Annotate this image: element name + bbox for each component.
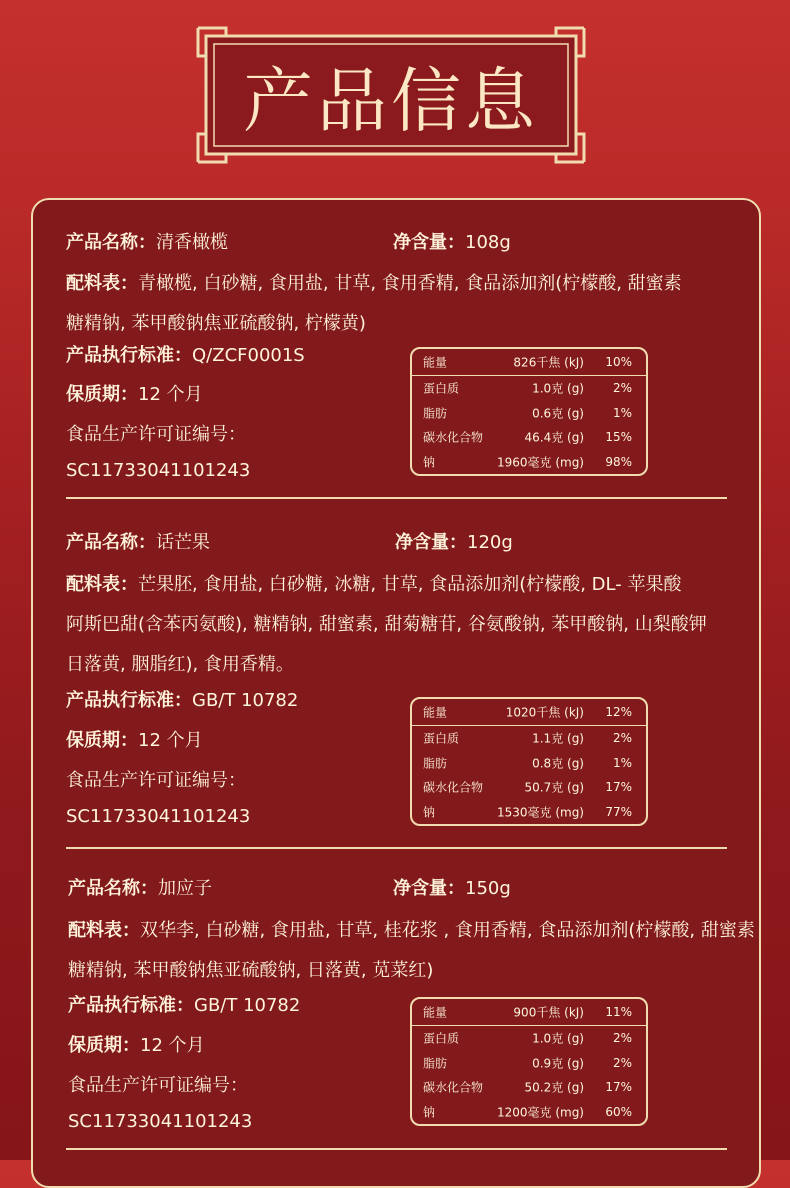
nutrition-row bbox=[412, 775, 646, 800]
nutrient-nrv: 11% bbox=[605, 1005, 632, 1019]
nutrient-nrv: 10% bbox=[605, 355, 632, 369]
license-number: SC11733041101243 bbox=[66, 460, 251, 481]
nutrient-amount: 0.6克 (g) bbox=[532, 406, 584, 421]
shelf-life-row bbox=[66, 380, 203, 406]
nutrition-row bbox=[412, 726, 646, 751]
shelf-life-label: 保质期： bbox=[66, 730, 138, 751]
nutrition-row bbox=[412, 751, 646, 776]
nutrition-row bbox=[412, 450, 646, 475]
section-divider bbox=[66, 1148, 727, 1150]
nutrient-nrv: 17% bbox=[605, 1080, 632, 1095]
ingredients-continued: 糖精钠, 苯甲酸钠焦亚硫酸钠, 柠檬黄) bbox=[66, 313, 366, 334]
nutrition-row bbox=[412, 1075, 646, 1100]
nutrient-name: 碳水化合物 bbox=[423, 780, 484, 795]
license-label: 食品生产许可证编号： bbox=[66, 770, 246, 791]
nutrition-table bbox=[410, 347, 648, 476]
nutrient-name: 钠 bbox=[423, 805, 436, 820]
ingredients-row bbox=[68, 916, 755, 942]
shelf-life-label: 保质期： bbox=[66, 384, 138, 405]
net-content-label: 净含量： bbox=[393, 878, 465, 899]
ingredients-continued: 糖精钠, 苯甲酸钠焦亚硫酸钠, 日落黄, 苋菜红) bbox=[68, 960, 434, 981]
nutrient-nrv: 17% bbox=[605, 780, 632, 795]
nutrient-name: 脂肪 bbox=[423, 756, 448, 771]
nutrient-amount: 46.4克 (g) bbox=[524, 430, 584, 445]
shelf-life-row bbox=[66, 726, 203, 752]
nutrient-nrv: 2% bbox=[612, 1055, 632, 1070]
ingredients-label: 配料表： bbox=[68, 920, 140, 941]
product-name-row bbox=[66, 228, 228, 254]
nutrient-nrv: 1% bbox=[612, 755, 632, 770]
nutrient-amount: 50.7克 (g) bbox=[524, 780, 584, 795]
standard-row bbox=[68, 991, 300, 1017]
product-name-label: 产品名称： bbox=[66, 532, 156, 553]
nutrition-row bbox=[412, 376, 646, 401]
net-content: 108g bbox=[465, 232, 511, 253]
nutrient-nrv: 77% bbox=[605, 805, 632, 820]
nutrient-amount: 900千焦 (kJ) bbox=[513, 1005, 584, 1020]
standard-label: 产品执行标准： bbox=[66, 345, 192, 366]
nutrient-nrv: 1% bbox=[612, 405, 632, 420]
license-label: 食品生产许可证编号： bbox=[68, 1075, 248, 1096]
standard-value: GB/T 10782 bbox=[192, 690, 299, 711]
license-number: SC11733041101243 bbox=[68, 1111, 253, 1132]
nutrient-amount: 50.2克 (g) bbox=[524, 1080, 584, 1095]
shelf-life-value: 12 个月 bbox=[138, 730, 203, 751]
net-content-row bbox=[395, 528, 513, 554]
page-title: 产品信息 bbox=[243, 59, 539, 142]
net-content: 120g bbox=[467, 532, 513, 553]
net-content-label: 净含量： bbox=[395, 532, 467, 553]
nutrient-name: 能量 bbox=[423, 705, 448, 720]
nutrient-name: 蛋白质 bbox=[423, 1031, 460, 1046]
net-content-row bbox=[393, 228, 511, 254]
net-content-row bbox=[393, 874, 511, 900]
nutrient-nrv: 2% bbox=[612, 1031, 632, 1046]
nutrient-amount: 826千焦 (kJ) bbox=[513, 355, 584, 370]
nutrient-name: 碳水化合物 bbox=[423, 1080, 484, 1095]
nutrient-name: 能量 bbox=[423, 1005, 448, 1020]
nutrition-row bbox=[412, 699, 646, 726]
standard-value: Q/ZCF0001S bbox=[192, 345, 305, 366]
nutrient-nrv: 2% bbox=[612, 731, 632, 746]
nutrient-amount: 1530毫克 (mg) bbox=[496, 805, 584, 820]
nutrient-name: 能量 bbox=[423, 355, 448, 370]
product-name: 清香橄榄 bbox=[156, 232, 228, 253]
nutrient-name: 钠 bbox=[423, 455, 436, 470]
net-content: 150g bbox=[465, 878, 511, 899]
product-name-row bbox=[68, 874, 212, 900]
product-name-label: 产品名称： bbox=[66, 232, 156, 253]
standard-label: 产品执行标准： bbox=[68, 995, 194, 1016]
nutrient-amount: 1.0克 (g) bbox=[532, 381, 584, 396]
shelf-life-value: 12 个月 bbox=[140, 1035, 205, 1056]
nutrient-amount: 1960毫克 (mg) bbox=[496, 455, 584, 470]
nutrient-amount: 0.8克 (g) bbox=[532, 756, 584, 771]
product-name: 话芒果 bbox=[156, 532, 210, 553]
nutrition-row bbox=[412, 999, 646, 1026]
nutrition-row bbox=[412, 349, 646, 376]
ingredients-row bbox=[66, 269, 682, 295]
license-number: SC11733041101243 bbox=[66, 806, 251, 827]
nutrient-amount: 0.9克 (g) bbox=[532, 1056, 584, 1071]
nutrient-name: 脂肪 bbox=[423, 1056, 448, 1071]
standard-label: 产品执行标准： bbox=[66, 690, 192, 711]
nutrient-amount: 1.1克 (g) bbox=[532, 731, 584, 746]
title-banner bbox=[196, 26, 586, 164]
section-divider bbox=[66, 497, 727, 499]
ingredients-continued: 阿斯巴甜(含苯丙氨酸), 糖精钠, 甜蜜素, 甜菊糖苷, 谷氨酸钠, 苯甲酸钠, 山梨酸钾 bbox=[66, 614, 707, 635]
nutrition-table bbox=[410, 697, 648, 826]
nutrition-row bbox=[412, 425, 646, 450]
ingredients-text: 芒果胚, 食用盐, 白砂糖, 冰糖, 甘草, 食品添加剂(柠檬酸, DL- 苹果酸 bbox=[138, 574, 682, 595]
ingredients-label: 配料表： bbox=[66, 574, 138, 595]
standard-row bbox=[66, 686, 298, 712]
nutrition-row bbox=[412, 1026, 646, 1051]
nutrient-amount: 1200毫克 (mg) bbox=[496, 1105, 584, 1120]
nutrition-row bbox=[412, 1051, 646, 1076]
nutrient-nrv: 15% bbox=[605, 430, 632, 445]
ingredients-continued: 日落黄, 胭脂红), 食用香精。 bbox=[66, 654, 294, 675]
product-name-label: 产品名称： bbox=[68, 878, 158, 899]
product-name: 加应子 bbox=[158, 878, 212, 899]
standard-row bbox=[66, 341, 305, 367]
shelf-life-value: 12 个月 bbox=[138, 384, 203, 405]
nutrient-name: 蛋白质 bbox=[423, 381, 460, 396]
nutrient-amount: 1020千焦 (kJ) bbox=[505, 705, 584, 720]
nutrition-row bbox=[412, 800, 646, 825]
ingredients-label: 配料表： bbox=[66, 273, 138, 294]
nutrient-name: 蛋白质 bbox=[423, 731, 460, 746]
ingredients-text: 双华李, 白砂糖, 食用盐, 甘草, 桂花浆 , 食用香精, 食品添加剂(柠檬酸, 甜蜜素 bbox=[140, 920, 755, 941]
nutrient-amount: 1.0克 (g) bbox=[532, 1031, 584, 1046]
ingredients-text: 青橄榄, 白砂糖, 食用盐, 甘草, 食用香精, 食品添加剂(柠檬酸, 甜蜜素 bbox=[138, 273, 682, 294]
shelf-life-label: 保质期： bbox=[68, 1035, 140, 1056]
nutrition-row bbox=[412, 1100, 646, 1125]
nutrient-name: 钠 bbox=[423, 1105, 436, 1120]
net-content-label: 净含量： bbox=[393, 232, 465, 253]
nutrient-nrv: 12% bbox=[605, 705, 632, 719]
shelf-life-row bbox=[68, 1031, 205, 1057]
ingredients-row bbox=[66, 570, 681, 596]
product-name-row bbox=[66, 528, 210, 554]
standard-value: GB/T 10782 bbox=[194, 995, 301, 1016]
license-label: 食品生产许可证编号： bbox=[66, 424, 246, 445]
nutrient-nrv: 98% bbox=[605, 455, 632, 470]
nutrient-name: 脂肪 bbox=[423, 406, 448, 421]
nutrient-nrv: 60% bbox=[605, 1105, 632, 1120]
nutrient-nrv: 2% bbox=[612, 381, 632, 396]
section-divider bbox=[66, 847, 727, 849]
nutrition-table bbox=[410, 997, 648, 1126]
nutrition-row bbox=[412, 401, 646, 426]
nutrient-name: 碳水化合物 bbox=[423, 430, 484, 445]
